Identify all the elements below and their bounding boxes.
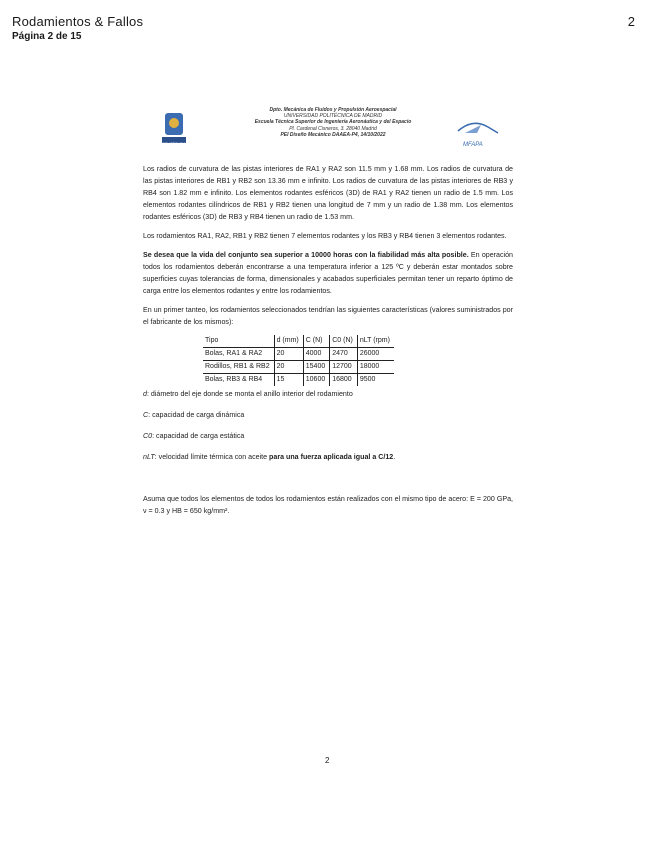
table-header: C (N) <box>303 335 329 348</box>
paragraph-rolling-elements: Los rodamientos RA1, RA2, RB1 y RB2 tienen 7 elementos rodantes y los RB3 y RB4 tienen 3 elementos rodantes. <box>143 232 507 240</box>
definition-c: C: capacidad de carga dinámica <box>143 411 245 419</box>
definition-d: d: diámetro del eje donde se monta el anillo interior del rodamiento <box>143 390 353 398</box>
table-header: nLT (rpm) <box>357 335 394 348</box>
definitions <box>143 388 513 463</box>
definition-nlt: nLT: velocidad límite térmica con aceite para una fuerza aplicada igual a C/12. <box>143 453 396 461</box>
paragraph-life: Se desea que la vida del conjunto sea superior a 10000 horas con la fiabilidad más alta posible. En operación todos los rodamientos deberán encontrarse a una temperatura inferior a 125 ºC y deberán estar montados sobre superficies cuyas tolerancias de forma, dimensionales y acabados superficiales permitan tener un reparto óptimo de carga entre los elementos rodantes y entre los rodamientos. <box>143 251 513 295</box>
bearing-specs-table <box>203 335 394 386</box>
viewer-header <box>0 0 655 50</box>
paragraph-material: Asuma que todos los elementos de todos los rodamientos están realizados con el mismo tipo de acero: E = 200 GPa, ν = 0.3 y HB = 650 kg/mm². <box>143 495 513 515</box>
table-row: Bolas, RA1 & RA2 20 4000 2470 26000 <box>203 348 394 361</box>
page-indicator: Página 2 de 15 <box>12 31 82 42</box>
paragraph-intro-table: En un primer tanteo, los rodamientos seleccionados tendrían las siguientes características (valores suministrados por el fabricante de los mismos): <box>143 306 513 326</box>
definition-c0: C0: capacidad de carga estática <box>143 432 245 440</box>
table-header: C0 (N) <box>330 335 358 348</box>
document-title: Rodamientos & Fallos <box>12 14 144 29</box>
document-page <box>143 105 513 524</box>
table-header: d (mm) <box>274 335 303 348</box>
page-number-footer: 2 <box>325 756 330 765</box>
table-row: Bolas, RB3 & RB4 15 10600 16800 9500 <box>203 374 394 387</box>
letterhead-text: Dpto. Mecánica de Fluidos y Propulsión Aeroespacial UNIVERSIDAD POLITÉCNICA DE MADRID Escuela Técnica Superior de Ingeniería Aeronáutica y del Espacio Pl. Cardenal Cisneros, 3. 28040 Madrid PEI Diseño Mecánico DAAEA-P4, 14/10/2022 <box>254 107 412 138</box>
page-number-top: 2 <box>627 14 635 29</box>
logo-right-label: MFAPA <box>463 142 483 148</box>
letterhead <box>143 105 513 155</box>
table-row: Rodillos, RB1 & RB2 20 15400 12700 18000 <box>203 361 394 374</box>
paragraph-curvature: Los radios de curvatura de las pistas interiores de RA1 y RA2 son 11.5 mm y 1.68 mm. Los radios de curvatura de las pistas interiores de RB1 y RB2 son 13.36 mm e infinito. Los radios de curvatura de las pistas interiores de RB3 y RB4 son 1.82 mm e infinito. Los elementos rodantes esféricos (3D) de RA1 y RA2 tienen un radio de 1.5 mm. Los elementos rodantes cilíndricos de RB1 y RB2 tienen una longitud de 7 mm y un radio de 1.38 mm. Los elementos rodantes esféricos (3D) de RB3 y RB4 tienen un radio de 1.53 mm. <box>143 165 513 221</box>
table-header: Tipo <box>203 335 274 348</box>
logo-left-label: POLITÉCNICA <box>162 142 186 146</box>
